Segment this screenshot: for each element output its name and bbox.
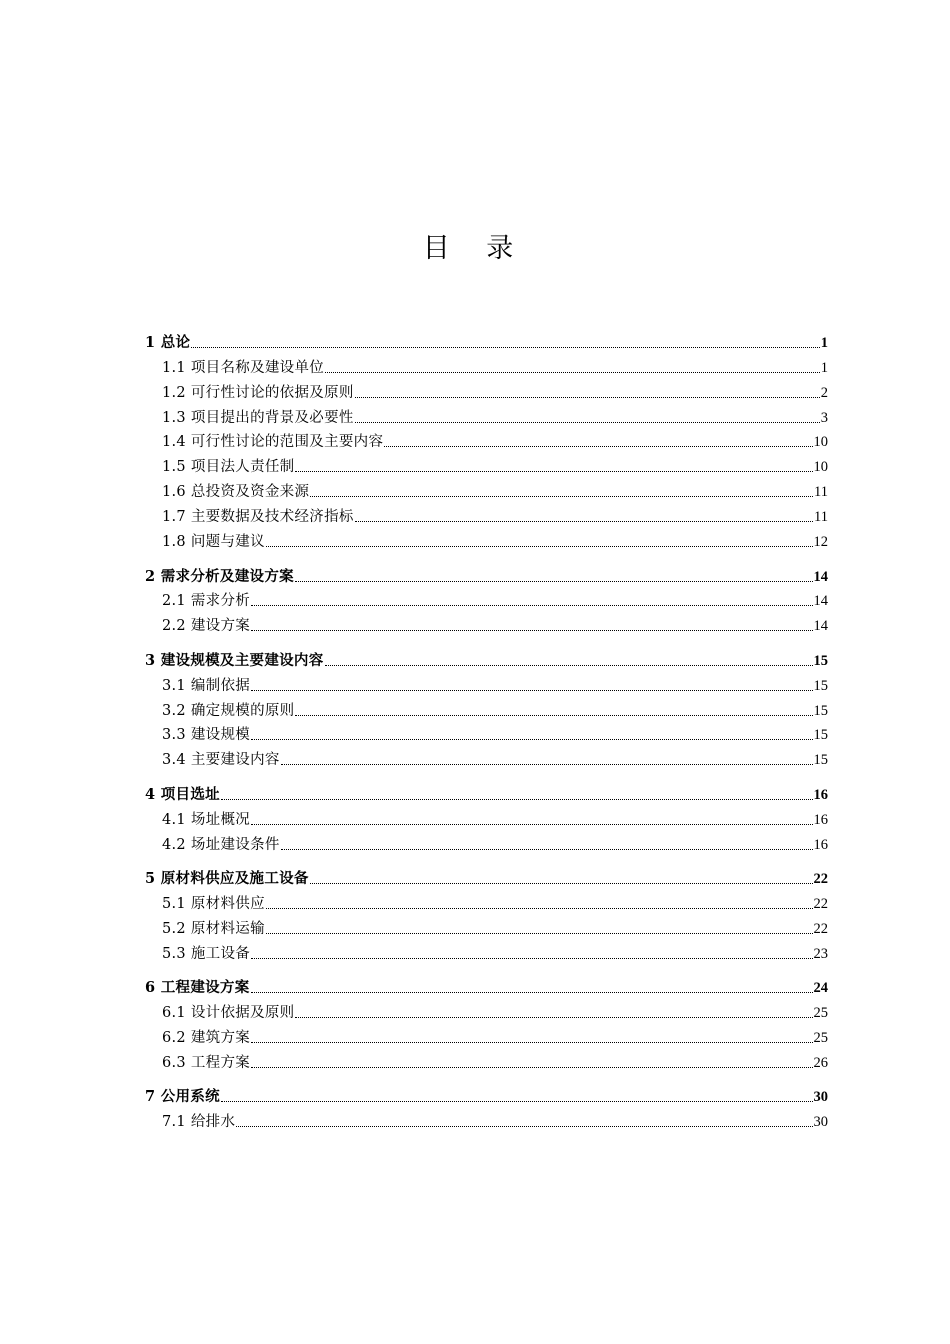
dot-leader [251, 810, 812, 825]
toc-page-number: 22 [813, 895, 828, 912]
toc-page-number: 16 [813, 836, 828, 853]
toc-page-number: 11 [814, 509, 828, 526]
toc-section-entry[interactable] [145, 451, 828, 476]
toc-entry-title: 1.3 项目提出的背景及必要性 [162, 409, 354, 426]
dot-leader [325, 358, 820, 373]
dot-leader [251, 676, 812, 691]
section-gap [145, 635, 828, 645]
toc-chapter-entry[interactable] [145, 561, 828, 586]
dot-leader [281, 835, 813, 850]
toc-chapter-entry[interactable] [145, 779, 828, 804]
toc-page-number: 12 [813, 534, 828, 551]
toc-page-number: 22 [813, 920, 828, 937]
toc-page-number: 1 [820, 359, 828, 376]
toc-entry-title: 5.1 原材料供应 [162, 895, 265, 912]
dot-leader [266, 894, 813, 909]
section-gap [145, 854, 828, 864]
dot-leader [191, 333, 819, 348]
dot-leader [281, 750, 813, 765]
toc-section-entry[interactable] [145, 610, 828, 635]
toc-entry-title: 1.7 主要数据及技术经济指标 [162, 509, 354, 526]
toc-section-entry[interactable] [145, 1022, 828, 1047]
toc-page-number: 23 [813, 945, 828, 962]
toc-section-entry[interactable] [145, 1106, 828, 1131]
toc-entry-title: 7.1 给排水 [162, 1114, 236, 1131]
toc-section-entry[interactable] [145, 695, 828, 720]
toc-section-entry[interactable] [145, 1047, 828, 1072]
dot-leader [310, 482, 813, 497]
toc-chapter-entry[interactable] [145, 1082, 828, 1107]
dot-leader [221, 785, 813, 800]
toc-section-entry[interactable] [145, 476, 828, 501]
toc-entry-title: 1.2 可行性讨论的依据及原则 [162, 384, 354, 401]
toc-entry-title: 2 需求分析及建设方案 [145, 567, 294, 585]
toc-page-number: 25 [813, 1030, 828, 1047]
toc-section-entry[interactable] [145, 888, 828, 913]
toc-page-number: 3 [820, 409, 828, 426]
dot-leader [295, 701, 812, 716]
dot-leader [251, 591, 812, 606]
dot-leader [295, 457, 812, 472]
toc-page-number: 30 [813, 1089, 828, 1106]
toc-section-entry[interactable] [145, 744, 828, 769]
toc-page-number: 15 [813, 702, 828, 719]
toc-page-number: 10 [813, 434, 828, 451]
dot-leader [384, 432, 812, 447]
dot-leader [236, 1112, 812, 1127]
table-of-contents [145, 327, 828, 1131]
toc-entry-title: 3.2 确定规模的原则 [162, 702, 295, 719]
toc-page-number: 24 [813, 980, 828, 997]
dot-leader [325, 651, 813, 666]
toc-section-entry[interactable] [145, 829, 828, 854]
section-gap [145, 769, 828, 779]
toc-section-entry[interactable] [145, 997, 828, 1022]
dot-leader [251, 1053, 812, 1068]
toc-entry-title: 2.2 建设方案 [162, 618, 251, 635]
dot-leader [251, 1028, 812, 1043]
dot-leader [266, 532, 813, 547]
toc-entry-title: 6 工程建设方案 [145, 979, 250, 997]
toc-page-number: 14 [813, 593, 828, 610]
toc-page-number: 15 [813, 752, 828, 769]
toc-entry-title: 4.2 场址建设条件 [162, 836, 280, 853]
dot-leader [251, 725, 812, 740]
toc-entry-title: 6.3 工程方案 [162, 1054, 251, 1071]
toc-section-entry[interactable] [145, 670, 828, 695]
toc-entry-title: 1.8 问题与建议 [162, 534, 265, 551]
toc-chapter-entry[interactable] [145, 863, 828, 888]
toc-section-entry[interactable] [145, 501, 828, 526]
toc-entry-title: 5.3 施工设备 [162, 945, 251, 962]
toc-page-number: 14 [813, 618, 828, 635]
toc-entry-title: 1.6 总投资及资金来源 [162, 484, 310, 501]
toc-chapter-entry[interactable] [145, 645, 828, 670]
toc-page-number: 22 [813, 871, 828, 888]
section-gap [145, 963, 828, 973]
toc-page-number: 10 [813, 459, 828, 476]
toc-page-number: 15 [813, 727, 828, 744]
toc-entry-title: 3.3 建设规模 [162, 727, 251, 744]
dot-leader [251, 978, 813, 993]
dot-leader [355, 383, 820, 398]
toc-entry-title: 6.1 设计依据及原则 [162, 1005, 295, 1022]
toc-section-entry[interactable] [145, 377, 828, 402]
toc-entry-title: 3 建设规模及主要建设内容 [145, 651, 324, 669]
page-title: 目 录 [422, 233, 528, 264]
dot-leader [310, 869, 813, 884]
toc-page-number: 11 [814, 484, 828, 501]
toc-entry-title: 3.1 编制依据 [162, 677, 251, 694]
toc-entry-title: 1.4 可行性讨论的范围及主要内容 [162, 434, 384, 451]
toc-entry-title: 1.1 项目名称及建设单位 [162, 359, 325, 376]
toc-page-number: 16 [813, 786, 828, 803]
toc-entry-title: 5.2 原材料运输 [162, 920, 265, 937]
dot-leader [221, 1087, 813, 1102]
toc-section-entry[interactable] [145, 804, 828, 829]
dot-leader [266, 919, 813, 934]
toc-entry-title: 3.4 主要建设内容 [162, 752, 280, 769]
dot-leader [251, 616, 812, 631]
section-gap [145, 551, 828, 561]
toc-entry-title: 5 原材料供应及施工设备 [145, 870, 309, 888]
toc-page-number: 26 [813, 1054, 828, 1071]
dot-leader [355, 507, 813, 522]
toc-entry-title: 1 总论 [145, 333, 191, 351]
toc-page-number: 16 [813, 811, 828, 828]
toc-entry-title: 4 项目选址 [145, 785, 220, 803]
toc-section-entry[interactable] [145, 526, 828, 551]
toc-page-number: 25 [813, 1005, 828, 1022]
dot-leader [295, 567, 813, 582]
toc-page-number: 14 [813, 568, 828, 585]
toc-chapter-entry[interactable] [145, 972, 828, 997]
toc-section-entry[interactable] [145, 913, 828, 938]
toc-page-number: 15 [813, 677, 828, 694]
toc-page-number: 2 [820, 384, 828, 401]
section-gap [145, 1072, 828, 1082]
dot-leader [251, 944, 812, 959]
dot-leader [355, 408, 820, 423]
toc-entry-title: 7 公用系统 [145, 1088, 220, 1106]
toc-page-number: 30 [813, 1114, 828, 1131]
toc-chapter-entry[interactable] [145, 327, 828, 352]
toc-page-number: 1 [820, 334, 828, 351]
toc-page-number: 15 [813, 652, 828, 669]
toc-entry-title: 6.2 建筑方案 [162, 1030, 251, 1047]
toc-section-entry[interactable] [145, 720, 828, 745]
dot-leader [295, 1003, 812, 1018]
toc-section-entry[interactable] [145, 427, 828, 452]
toc-section-entry[interactable] [145, 402, 828, 427]
toc-entry-title: 2.1 需求分析 [162, 593, 251, 610]
toc-section-entry[interactable] [145, 352, 828, 377]
toc-entry-title: 1.5 项目法人责任制 [162, 459, 295, 476]
toc-section-entry[interactable] [145, 938, 828, 963]
toc-entry-title: 4.1 场址概况 [162, 811, 251, 828]
toc-section-entry[interactable] [145, 586, 828, 611]
